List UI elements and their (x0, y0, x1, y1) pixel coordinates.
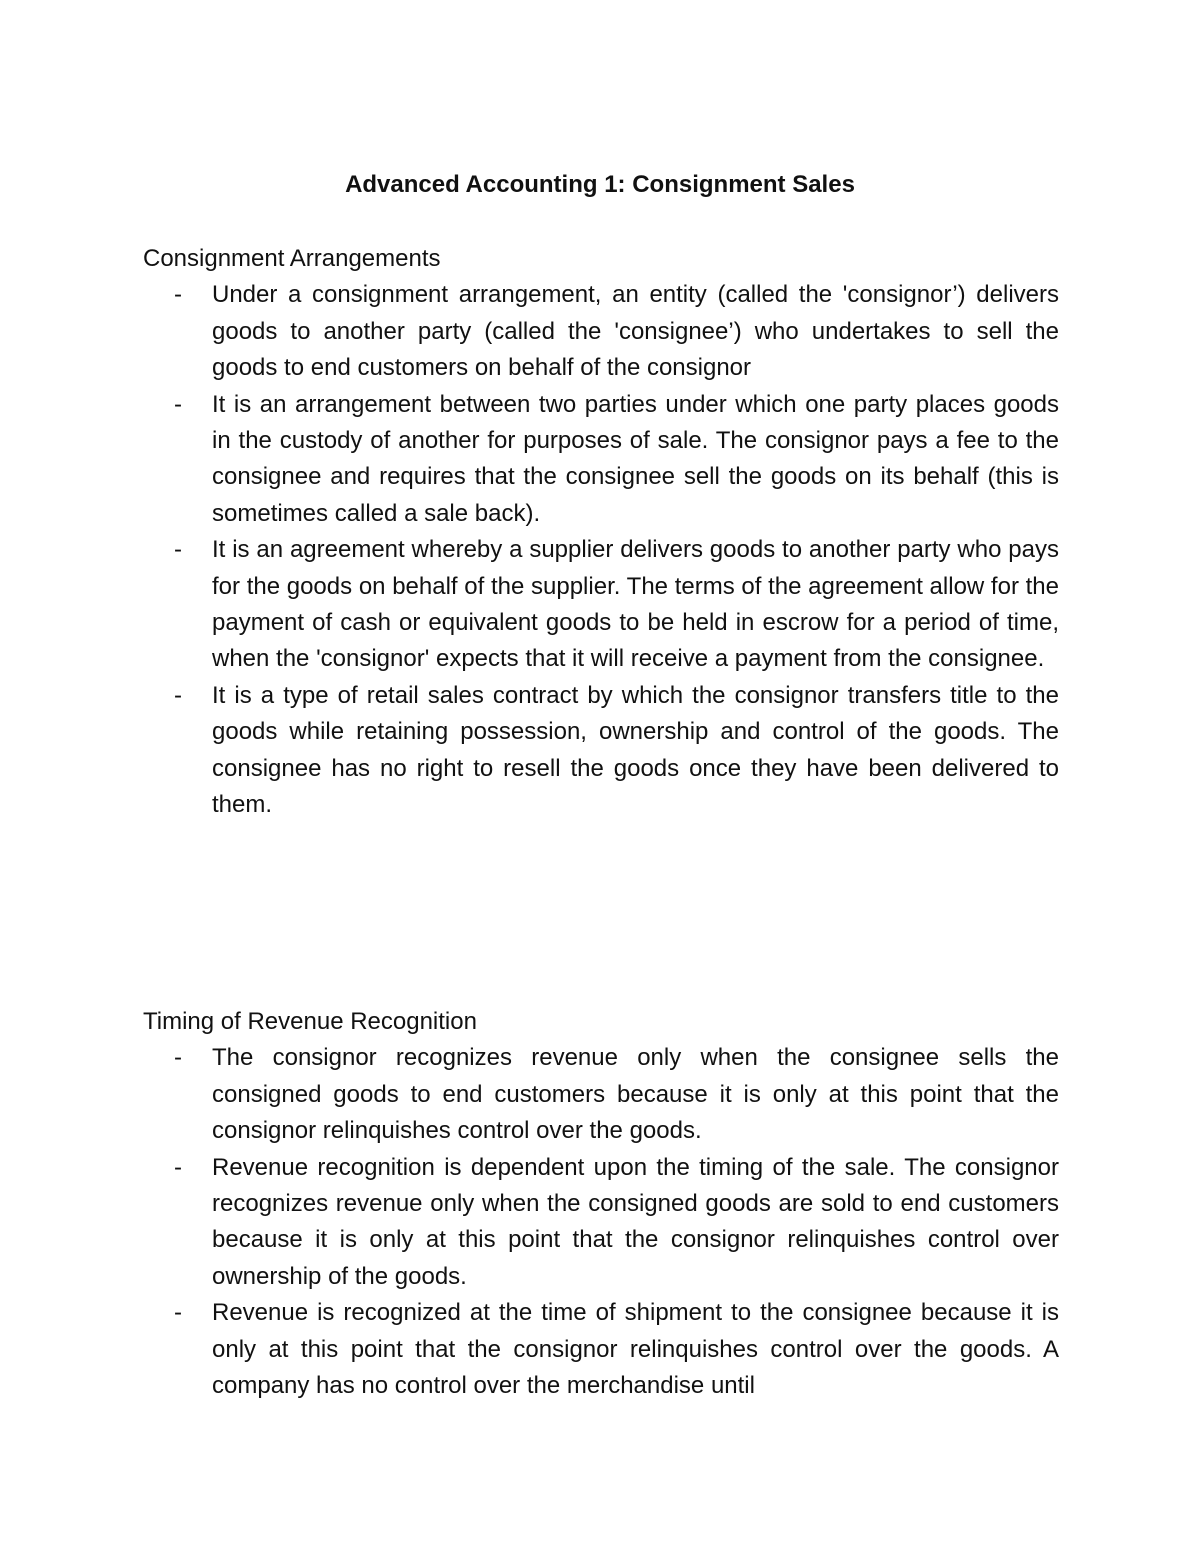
list-item (143, 678, 1059, 824)
bullet-text: It is an arrangement between two parties under which one party places goods in the custody of another for purposes of sale. The consignor pays a fee to the consignee and requires that the consignee sell the goods on its behalf (this is sometimes called a sale back). (212, 390, 1059, 527)
list-item (143, 277, 1059, 386)
bullet-text: Under a consignment arrangement, an entity (called the 'consignor’) delivers goods to another party (called the 'consignee’) who undertakes to sell the goods to end customers on behalf of the consignor (212, 281, 1059, 382)
bullet-text: It is an agreement whereby a supplier delivers goods to another party who pays for the goods on behalf of the supplier. The terms of the agreement allow for the payment of cash or equivalent goods to be held in escrow for a period of time, when the 'consignor' expects that it will receive a payment from the consignee. (212, 536, 1059, 673)
section-heading: Consignment Arrangements (143, 245, 441, 272)
bullet-dash: - (174, 1153, 182, 1181)
bullet-list (143, 1040, 1059, 1404)
list-item (143, 1295, 1059, 1404)
section-heading: Timing of Revenue Recognition (143, 1008, 477, 1035)
bullet-text: The consignor recognizes revenue only when the consignee sells the consigned goods to end customers because it is only at this point that the consignor relinquishes control over the goods. (212, 1044, 1059, 1145)
list-item (143, 532, 1059, 678)
bullet-dash: - (174, 1299, 182, 1327)
bullet-text: Revenue recognition is dependent upon the timing of the sale. The consignor recognizes revenue only when the consigned goods are sold to end customers because it is only at this point that the consignor relinquishes control over ownership of the goods. (212, 1153, 1059, 1290)
document-title: Advanced Accounting 1: Consignment Sales (345, 171, 855, 198)
list-item (143, 1040, 1059, 1149)
bullet-dash: - (174, 536, 182, 564)
bullet-dash: - (174, 281, 182, 309)
list-item (143, 387, 1059, 533)
bullet-dash: - (174, 1044, 182, 1072)
bullet-list (143, 277, 1059, 823)
bullet-dash: - (174, 681, 182, 709)
bullet-text: Revenue is recognized at the time of shipment to the consignee because it is only at this point that the consignor relinquishes control over the goods. A company has no control over the merchandise until (212, 1299, 1059, 1400)
section-consignment-arrangements (143, 241, 1059, 824)
bullet-dash: - (174, 390, 182, 418)
bullet-text: It is a type of retail sales contract by which the consignor transfers title to the goods while retaining possession, ownership and control of the goods. The consignee has no right to resell the goods once they have been delivered to them. (212, 681, 1059, 819)
list-item (143, 1150, 1059, 1296)
section-timing-of-revenue-recognition (143, 1004, 1059, 1404)
